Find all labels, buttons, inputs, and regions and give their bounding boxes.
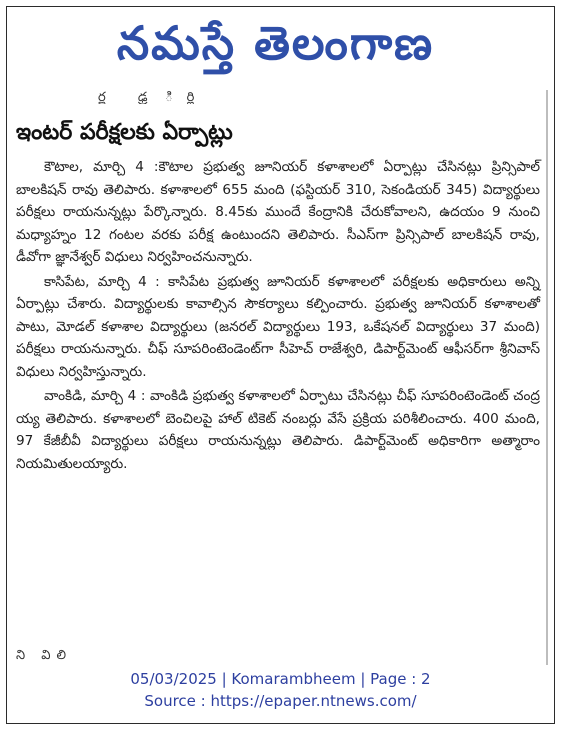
newspaper-masthead — [8, 6, 543, 80]
clipped-bottom-text: ని విలి — [16, 648, 73, 662]
article-paragraph-kautala: కౌటాల, మార్చి 4 :కౌటాల ప్రభుత్వ జూనియర్ కళాశాలలో ఏర్పాట్లు చేసినట్లు ప్రిన్సిపాల్ బాలకిషన్ రావు తెలిపారు. కళాశాలలో 655 మంది (ఫస్టియర్ 310, సెకండియర్ 345) విద్యార్థులు పరీక్షలు రాయనున్నట్లు పేర్కొన్నారు. 8.45కు ముందే కేంద్రానికి చేరుకోవాలని, ఉదయం 9 నుంచి మధ్యాహ్నం 12 గంటల వరకు పరీక్ష ఉంటుందని తెలిపారు. సీఎస్‌గా ప్రిన్సిపాల్ బాలకిషన్ రావు, డీవోగా జ్ఞానేశ్వర్ విధులు నిర్వహించనున్నారు. — [16, 159, 540, 265]
clipped-top-text: ర్ణ ఢ్ర ిర్లి — [98, 90, 209, 104]
column-divider — [546, 90, 548, 665]
masthead-title: నమస్తే తెలంగాణ — [116, 16, 435, 70]
footer-source-link[interactable]: Source : https://epaper.ntnews.com/ — [144, 692, 417, 710]
clipping-footer — [6, 668, 555, 712]
article-paragraph-kasipet: కాసిపేట, మార్చి 4 : కాసిపేట ప్రభుత్వ జూనియర్ కళాశాలలో పరీక్షలకు అధికారులు అన్ని ఏర్పాట్లు చేశారు. విద్యార్థులకు కావాల్సిన సౌకర్యాలు కల్పించారు. ప్రభుత్వ జూనియర్ కళాశాలతో పాటు, మోడల్ కళాశాల విద్యార్థులు (జనరల్ విద్యార్థులు 193, ఒకేషనల్ విద్యార్థులు 37 మంది) పరీక్షలు రాయనున్నారు. చీఫ్ సూపరింటెండెంట్‌గా సీహెచ్ రాజేశ్వరి, డిపార్ట్‌మెంట్ ఆఫీసర్‌గా శ్రీనివాస్ విధులు నిర్వహిస్తున్నారు. — [16, 273, 540, 380]
article-headline: ఇంటర్ పరీక్షలకు ఏర్పాట్లు — [16, 120, 233, 145]
news-clipping — [8, 90, 548, 665]
article-paragraph-vankidi: వాంకిడి, మార్చి 4 : వాంకిడి ప్రభుత్వ కళాశాలలో ఏర్పాటు చేసినట్లు చీఫ్ సూపరింటెండెంట్ చంద్ర య్య తెలిపారు. కళాశాలలో బెంచిలపై హాల్ టికెట్ నంబర్లు వేసే ప్రక్రియ పరిశీలించారు. 400 మంది, 97 కేజీబీవీ విద్యార్థులు పరీక్షలు రాయనున్నట్లు తెలిపారు. డిపార్ట్‌మెంట్ అధికారిగా అత్మారాం నియమితులయ్యారు. — [16, 388, 540, 472]
footer-date-edition-page: 05/03/2025 | Komarambheem | Page : 2 — [130, 670, 431, 688]
article-body — [16, 156, 540, 477]
